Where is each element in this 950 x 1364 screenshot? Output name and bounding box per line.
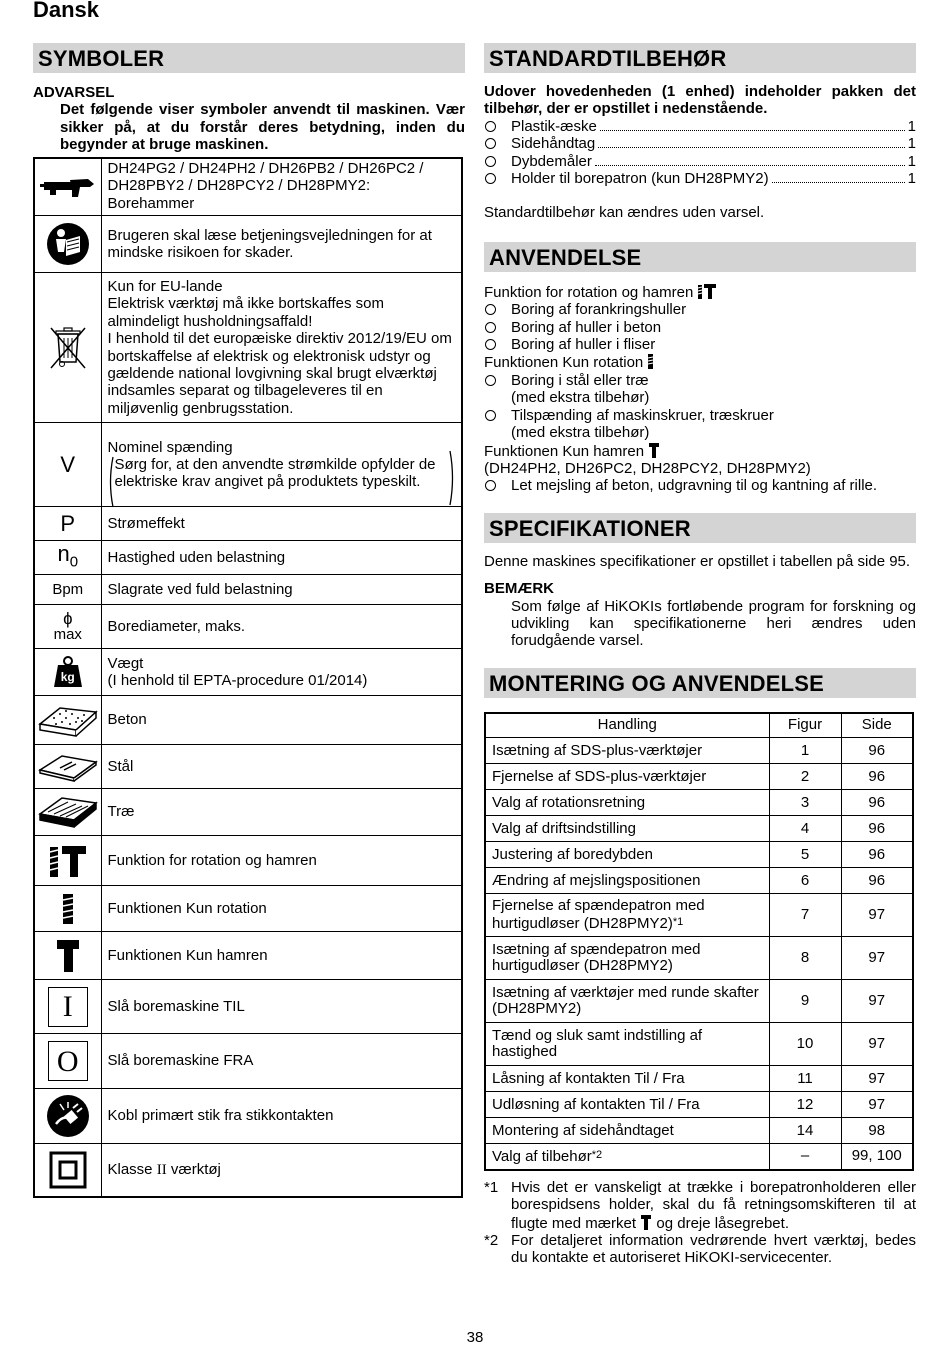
accessory-qty: 1 [907,170,916,188]
action-cell: Isætning af værktøjer med runde skafter (DH28PMY2) [492,983,759,1018]
page-cell: 96 [841,738,913,764]
switch-off-icon: O [48,1041,88,1081]
bpm-symbol: Bpm [34,575,101,605]
action-cell: Valg af tilbehør [492,1148,592,1166]
warning-text: Det følgende viser symboler anvendt til maskinen. Vær sikker på, at du forstår deres betydning, inden du begynder at bruge maskinen. [60,101,465,154]
column-header: Side [841,713,913,738]
action-cell: Valg af driftsindstilling [492,819,636,837]
disposal-warning-text: Elektrisk værktøj må ikke bortskaffes som almindeligt husholdningsaffald! [107,295,384,330]
application-group-title: Funktion for rotation og hamren [484,283,694,301]
page-cell: 97 [841,980,913,1023]
accessory-label: Holder til borepatron (kun DH28PMY2) [511,170,769,188]
concrete-text: Beton [101,696,462,745]
list-item: (med ekstra tilbehør) [511,389,650,407]
eu-only-text: Kun for EU-lande [107,278,223,295]
table-row [485,1023,913,1066]
symbol-row [34,423,462,507]
page-cell: 96 [841,868,913,894]
hammer-only-icon [648,442,660,458]
column-header: Figur [769,713,841,738]
steel-icon [34,745,101,789]
unplug-text: Kobl primært stik fra stikkontakten [101,1089,462,1144]
figure-cell: 7 [769,894,841,937]
symbol-row [34,1089,462,1144]
symbol-row [34,836,462,886]
right-column [484,43,916,1267]
action-cell: Justering af boredybden [492,845,653,863]
specifications-heading: SPECIFIKATIONER [484,513,916,543]
rotation-only-icon [647,353,654,369]
class-ii-icon [34,1144,101,1197]
action-cell: Fjernelse af SDS-plus-værktøjer [492,767,707,785]
bpm-text: Slagrate ved fuld belastning [101,575,462,605]
weight-procedure: (I henhold til EPTA-procedure 01/2014) [107,672,368,690]
page-cell: 97 [841,894,913,937]
figure-cell: 4 [769,816,841,842]
page-cell: 97 [841,1023,913,1066]
diameter-symbol: ɸ [63,608,73,628]
page-cell: 99, 100 [841,1144,913,1170]
disposal-directive-text: I henhold til det europæiske direktiv 2012/19/EU om bortskaffelse af elektrisk og elektronisk udstyr og gældende national lovgivning skal brugt elværktøj indsamles separat og tilbageleveres til en miljøvenlig genbrugsstation. [107,330,452,417]
note-text: Som følge af HiKOKIs fortløbende program for forskning og udvikling kan specifikationerne heri ændres uden forudgående varsel. [511,597,916,650]
switch-on-text: Slå boremaskine TIL [101,980,462,1034]
table-row [485,790,913,816]
figure-cell: 8 [769,937,841,980]
switch-on-icon: I [48,987,88,1027]
accessory-qty: 1 [907,117,916,135]
no-load-speed-subscript: 0 [69,553,79,571]
action-cell: Isætning af SDS-plus-værktøjer [492,741,703,759]
page-cell: 98 [841,1118,913,1144]
symbol-row [34,507,462,541]
accessory-qty: 1 [907,135,916,153]
accessories-note: Standardtilbehør kan ændres uden varsel. [484,204,765,222]
table-row [485,1092,913,1118]
language-label: Dansk [33,0,100,22]
list-item: Boring i stål eller træ [484,372,916,389]
diameter-text: Borediameter, maks. [101,605,462,649]
tool-name: Borehammer [107,194,195,212]
switch-off-text: Slå boremaskine FRA [101,1034,462,1089]
application-group-title: Funktionen Kun hamren [484,442,645,460]
model-list: DH24PG2 / DH24PH2 / DH26PB2 / DH26PC2 / DH28PBY2 / DH28PCY2 / DH28PMY2: [107,159,424,195]
accessories-heading: STANDARDTILBEHØR [484,43,916,73]
table-row [485,842,913,868]
power-text: Strømeffekt [101,507,462,541]
note-label: BEMÆRK [484,580,554,598]
figure-cell: 5 [769,842,841,868]
accessories-list [484,118,916,188]
application-group-title: Funktionen Kun rotation [484,354,644,372]
table-row [485,1144,913,1170]
rotation-hammer-text: Funktion for rotation og hamren [101,836,462,886]
table-row [485,894,913,937]
table-row [485,868,913,894]
rotation-only-text: Funktionen Kun rotation [101,886,462,932]
steel-text: Stål [101,745,462,789]
weight-label: Vægt [107,654,144,672]
footnotes [484,1179,916,1267]
hammer-only-icon [34,932,101,980]
assembly-table [484,712,914,1171]
footnote-ref: *2 [591,1149,603,1162]
footnote: *1 Hvis det er vanskeligt at trække i borepatronholderen eller borespidsens holder, skal du få retningsomskifteren til at flugte med mærket og dreje låsegrebet. [484,1178,916,1232]
action-cell: Montering af sidehåndtaget [492,1121,674,1139]
rotation-hammer-icon [697,283,717,299]
accessory-label: Dybdemåler [511,152,592,170]
list-item: Boring af huller i beton [484,319,916,336]
class-roman: II [156,1161,167,1178]
no-load-speed-symbol: n [57,540,70,566]
unplug-icon [34,1089,101,1144]
list-item: Boring af huller i fliser [484,336,916,353]
page-cell: 96 [841,816,913,842]
warning-label: ADVARSEL [33,84,115,101]
concrete-icon [34,696,101,745]
applications-heading: ANVENDELSE [484,242,916,272]
voltage-symbol: V [34,423,101,507]
list-item [484,135,916,152]
assembly-table-body [485,738,913,1170]
accessory-label: Plastik-æske [511,117,597,135]
figure-cell: 12 [769,1092,841,1118]
list-item: Boring af forankringshuller [484,301,916,318]
symbol-row [34,273,462,423]
table-header-row [485,713,913,738]
no-load-speed-text: Hastighed uden belastning [101,541,462,575]
action-cell: Udløsning af kontakten Til / Fra [492,1095,700,1113]
table-row [485,980,913,1023]
power-symbol: P [34,507,101,541]
figure-cell: 2 [769,764,841,790]
symbols-heading: SYMBOLER [33,43,465,73]
symbols-table [33,157,463,1198]
table-row [485,1066,913,1092]
page-cell: 96 [841,842,913,868]
application-models: (DH24PH2, DH26PC2, DH28PCY2, DH28PMY2) [484,459,811,477]
footnote: *2 For detaljeret information vedrørende hvert værktøj, bedes du kontakte et autoriseret HiKOKI-servicecenter. [484,1231,916,1267]
figure-cell: – [769,1144,841,1170]
list-item [484,170,916,187]
action-cell: Valg af rotationsretning [492,793,646,811]
figure-cell: 6 [769,868,841,894]
page-cell: 97 [841,937,913,980]
specifications-text: Denne maskines specifikationer er opstillet i tabellen på side 95. [484,552,911,570]
figure-cell: 14 [769,1118,841,1144]
figure-cell: 11 [769,1066,841,1092]
hammer-only-text: Funktionen Kun hamren [101,932,462,980]
rated-voltage-label: Nominel spænding [107,438,233,456]
page-cell: 96 [841,790,913,816]
accessory-label: Sidehåndtag [511,135,596,153]
accessories-intro: Udover hovedenheden (1 enhed) indeholder pakken det tilbehør, der er opstillet i nedenstående. [484,83,916,118]
figure-cell: 10 [769,1023,841,1066]
assembly-heading: MONTERING OG ANVENDELSE [484,668,916,698]
crossed-bin-icon [34,273,101,423]
action-cell: Ændring af mejslingspositionen [492,871,701,889]
read-manual-text: Brugeren skal læse betjeningsvejledningen for at mindske risikoen for skader. [101,216,462,273]
hammer-only-icon [640,1214,652,1230]
read-manual-icon [34,216,101,273]
wood-text: Træ [101,789,462,836]
symbol-row [34,789,462,836]
page-cell: 97 [841,1066,913,1092]
rotation-hammer-icon [34,836,101,886]
figure-cell: 3 [769,790,841,816]
accessory-qty: 1 [907,152,916,170]
action-cell: Låsning af kontakten Til / Fra [492,1069,685,1087]
weight-kg-icon [34,649,101,696]
column-header: Handling [485,713,769,738]
symbol-row [34,158,462,216]
page-cell: 96 [841,764,913,790]
list-item: Let mejsling af beton, udgravning til og kantning af rille. [484,477,916,494]
list-item: (med ekstra tilbehør) [511,424,650,442]
symbol-row [34,575,462,605]
table-row [485,738,913,764]
rotary-hammer-icon [34,158,101,216]
page-cell: 97 [841,1092,913,1118]
symbol-row [34,745,462,789]
symbol-row [34,1034,462,1089]
action-cell: Isætning af spændepatron med hurtigudløser (DH28PMY2) [492,940,701,975]
symbol-row [34,216,462,273]
voltage-note-text: Sørg for, at den anvendte strømkilde opfylder de elektriske krav angivet på produktets typeskilt. [114,455,436,491]
footnote-ref: *1 [672,916,684,929]
figure-cell: 9 [769,980,841,1023]
figure-cell: 1 [769,738,841,764]
page-number: 38 [466,1329,484,1346]
list-item: Tilspænding af maskinskruer, træskruer [484,407,916,424]
left-column [33,43,465,1198]
action-cell: Tænd og sluk samt indstilling af hastighed [492,1026,703,1061]
symbol-row [34,980,462,1034]
symbol-row [34,886,462,932]
symbol-row [34,1144,462,1197]
rotation-only-icon [34,886,101,932]
table-row [485,816,913,842]
list-item [484,118,916,135]
symbol-row [34,605,462,649]
symbol-row [34,541,462,575]
table-row [485,764,913,790]
table-row [485,937,913,980]
symbol-row [34,696,462,745]
list-item [484,153,916,170]
class-tool-label: værktøj [170,1160,221,1178]
symbol-row [34,649,462,696]
diameter-subscript: max [53,625,82,643]
applications-list [484,283,916,495]
wood-icon [34,789,101,836]
weight-kg-label: kg [60,670,75,685]
action-cell: Fjernelse af spændepatron med hurtigudløser (DH28PMY2) [492,896,705,933]
table-row [485,1118,913,1144]
symbol-row [34,932,462,980]
class-label: Klasse [107,1160,153,1178]
